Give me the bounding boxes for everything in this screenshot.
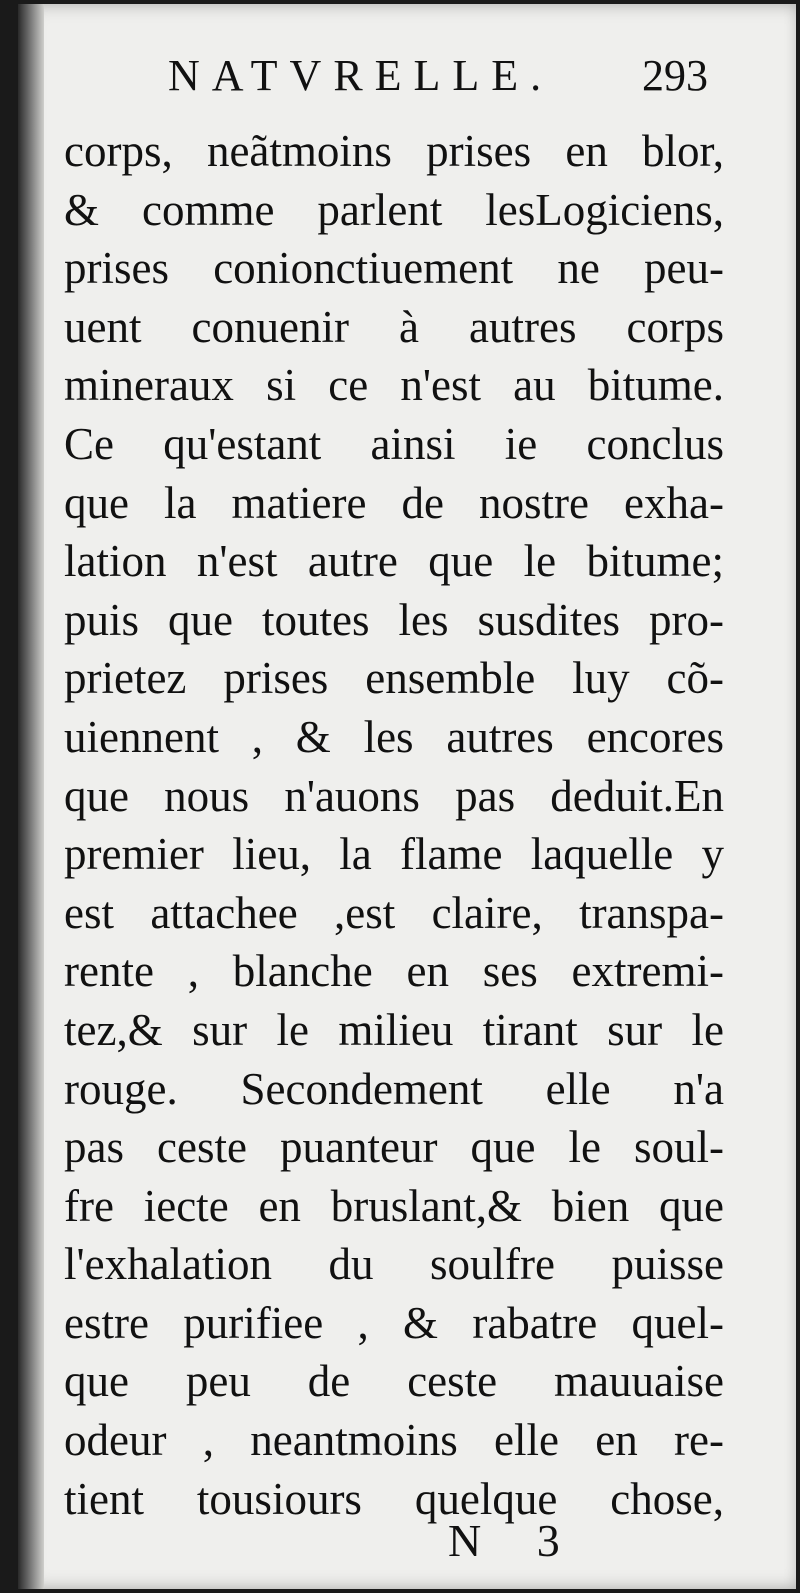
text-line: lation n'est autre que le bitume; bbox=[64, 536, 724, 587]
text-line: uiennent , & les autres encores bbox=[64, 711, 724, 762]
text-line: corps, neãtmoins prises en blor, bbox=[64, 126, 724, 176]
text-line: tez,& sur le milieu tirant sur le bbox=[64, 1004, 724, 1055]
text-line: prietez prises ensemble luy cõ- bbox=[64, 653, 724, 704]
text-line: estre purifiee , & rabatre quel- bbox=[64, 1297, 724, 1348]
text-line: fre iecte en bruslant,& bien que bbox=[64, 1180, 724, 1231]
text-line: l'exhalation du soulfre puisse bbox=[64, 1239, 724, 1290]
text-line: prises conionctiuement ne peu- bbox=[64, 243, 724, 294]
text-line: que la matiere de nostre exha- bbox=[64, 477, 724, 528]
text-line: pas ceste puanteur que le soul- bbox=[64, 1122, 724, 1173]
text-line: que peu de ceste mauuaise bbox=[64, 1356, 724, 1407]
text-line: uent conuenir à autres corps bbox=[64, 301, 724, 352]
text-line: que nous n'auons pas deduit.En bbox=[64, 770, 724, 821]
text-line: premier lieu, la flame laquelle y bbox=[64, 829, 724, 880]
text-line: rouge. Secondement elle n'a bbox=[64, 1063, 724, 1114]
text-line: rente , blanche en ses extremi- bbox=[64, 946, 724, 997]
text-line: puis que toutes les susdites pro- bbox=[64, 594, 724, 645]
text-line: est attachee ,est claire, transpa- bbox=[64, 887, 724, 938]
body-text bbox=[64, 122, 724, 1528]
text-line: tient tousiours quelque chose, bbox=[64, 1473, 724, 1524]
text-line: mineraux si ce n'est au bitume. bbox=[64, 360, 724, 411]
signature-mark: N 3 bbox=[448, 1515, 582, 1566]
book-page bbox=[18, 4, 796, 1589]
text-line: Ce qu'estant ainsi ie conclus bbox=[64, 418, 724, 469]
running-title: NATVRELLE. bbox=[168, 51, 554, 100]
page-gutter-shadow bbox=[18, 4, 44, 1589]
page-number: 293 bbox=[642, 51, 708, 100]
text-line: odeur , neantmoins elle en re- bbox=[64, 1415, 724, 1466]
page-header bbox=[168, 44, 708, 114]
text-line: & comme parlent lesLogiciens, bbox=[64, 184, 724, 235]
